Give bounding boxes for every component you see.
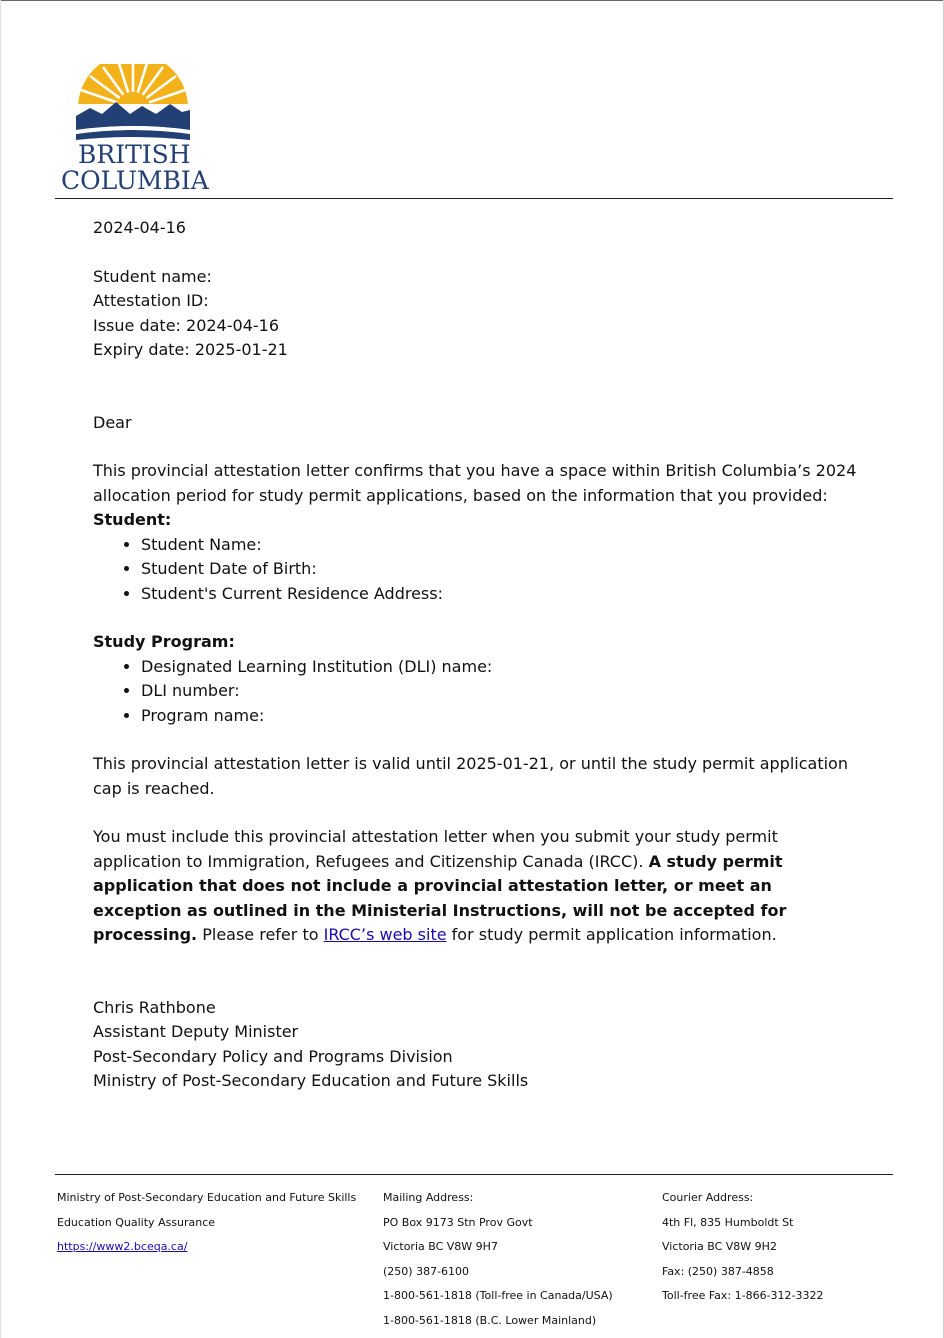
list-item: • Program name: xyxy=(141,704,863,729)
signatory-ministry: Ministry of Post-Secondary Education and Future Skills xyxy=(93,1071,529,1090)
requirement-paragraph xyxy=(93,825,863,948)
student-name-field: Student name: xyxy=(93,266,212,286)
courier-line: Victoria BC V8W 9H2 xyxy=(662,1240,777,1253)
courier-heading: Courier Address: xyxy=(662,1191,754,1204)
courier-fax: Fax: (250) 387-4858 xyxy=(662,1264,774,1278)
salutation: Dear xyxy=(93,412,132,432)
program-details-list xyxy=(93,655,863,729)
requirement-text: You must include this provincial attestation letter when you submit your study permit application to Immigration, Refugees and Citizenship Canada (IRCC). xyxy=(93,827,778,871)
attestation-id-field: Attestation ID: xyxy=(93,291,209,310)
footer-ministry: Ministry of Post-Secondary Education and Future Skills xyxy=(57,1191,357,1204)
refer-tail: for study permit application information. xyxy=(451,925,777,944)
ircc-website-link[interactable]: IRCC’s web site xyxy=(323,925,447,944)
courier-tollfree-fax: Toll-free Fax: 1-866-312-3322 xyxy=(662,1289,824,1302)
refer-text: Please refer to xyxy=(202,925,319,944)
program-heading: Study Program: xyxy=(93,632,235,651)
student-details-list xyxy=(93,533,863,607)
mailing-tollfree: 1-800-561-1818 (Toll-free in Canada/USA) xyxy=(383,1289,613,1302)
letter-body xyxy=(93,216,863,1094)
letter-date: 2024-04-16 xyxy=(93,218,186,237)
mailing-line: PO Box 9173 Stn Prov Govt xyxy=(383,1215,533,1229)
footer-courier-column xyxy=(662,1186,824,1309)
list-item: • Student Date of Birth: xyxy=(141,557,863,582)
intro-paragraph: This provincial attestation letter confirms that you have a space within British Columbia’s 2024 allocation period for study permit applications, based on the information that you provided: xyxy=(93,461,857,505)
mailing-heading: Mailing Address: xyxy=(383,1191,474,1204)
logo-line-british: BRITISH xyxy=(78,140,191,169)
footer-ministry-column xyxy=(57,1186,356,1260)
header-divider xyxy=(55,198,893,199)
signatory-name: Chris Rathbone xyxy=(93,997,216,1017)
requirement-warning: A study permit application that does not include a provincial attestation letter, or meet an exception as outlined in the Ministerial Instructions, will not be accepted for processing. xyxy=(93,851,787,944)
mailing-phone: (250) 387-6100 xyxy=(383,1264,470,1278)
expiry-date-field: Expiry date: 2025-01-21 xyxy=(93,340,288,359)
footer-website-link[interactable]: https://www2.bceqa.ca/ xyxy=(57,1240,188,1253)
page-left-edge xyxy=(0,0,1,1338)
validity-paragraph: This provincial attestation letter is valid until 2025-01-21, or until the study permit application cap is reached. xyxy=(93,754,848,798)
page-top-edge xyxy=(0,0,944,1)
mailing-lower-mainland: 1-800-561-1818 (B.C. Lower Mainland) xyxy=(383,1313,597,1327)
bc-logo xyxy=(58,62,208,196)
list-item: • DLI number: xyxy=(141,679,863,704)
mailing-line: Victoria BC V8W 9H7 xyxy=(383,1240,498,1253)
signatory-title: Assistant Deputy Minister xyxy=(93,1022,299,1041)
student-heading: Student: xyxy=(93,510,172,529)
courier-line: 4th Fl, 835 Humboldt St xyxy=(662,1215,794,1229)
logo-line-columbia: COLUMBIA xyxy=(61,166,209,195)
signatory-division: Post-Secondary Policy and Programs Division xyxy=(93,1046,453,1066)
bc-sun-mountain-icon xyxy=(76,64,190,142)
issue-date-field: Issue date: 2024-04-16 xyxy=(93,315,279,335)
footer-divider xyxy=(55,1174,893,1175)
list-item: • Designated Learning Institution (DLI) name: xyxy=(141,655,863,680)
footer-department: Education Quality Assurance xyxy=(57,1215,216,1229)
footer-mailing-column xyxy=(383,1186,613,1333)
list-item: • Student Name: xyxy=(141,533,863,558)
list-item: • Student's Current Residence Address: xyxy=(141,582,863,607)
